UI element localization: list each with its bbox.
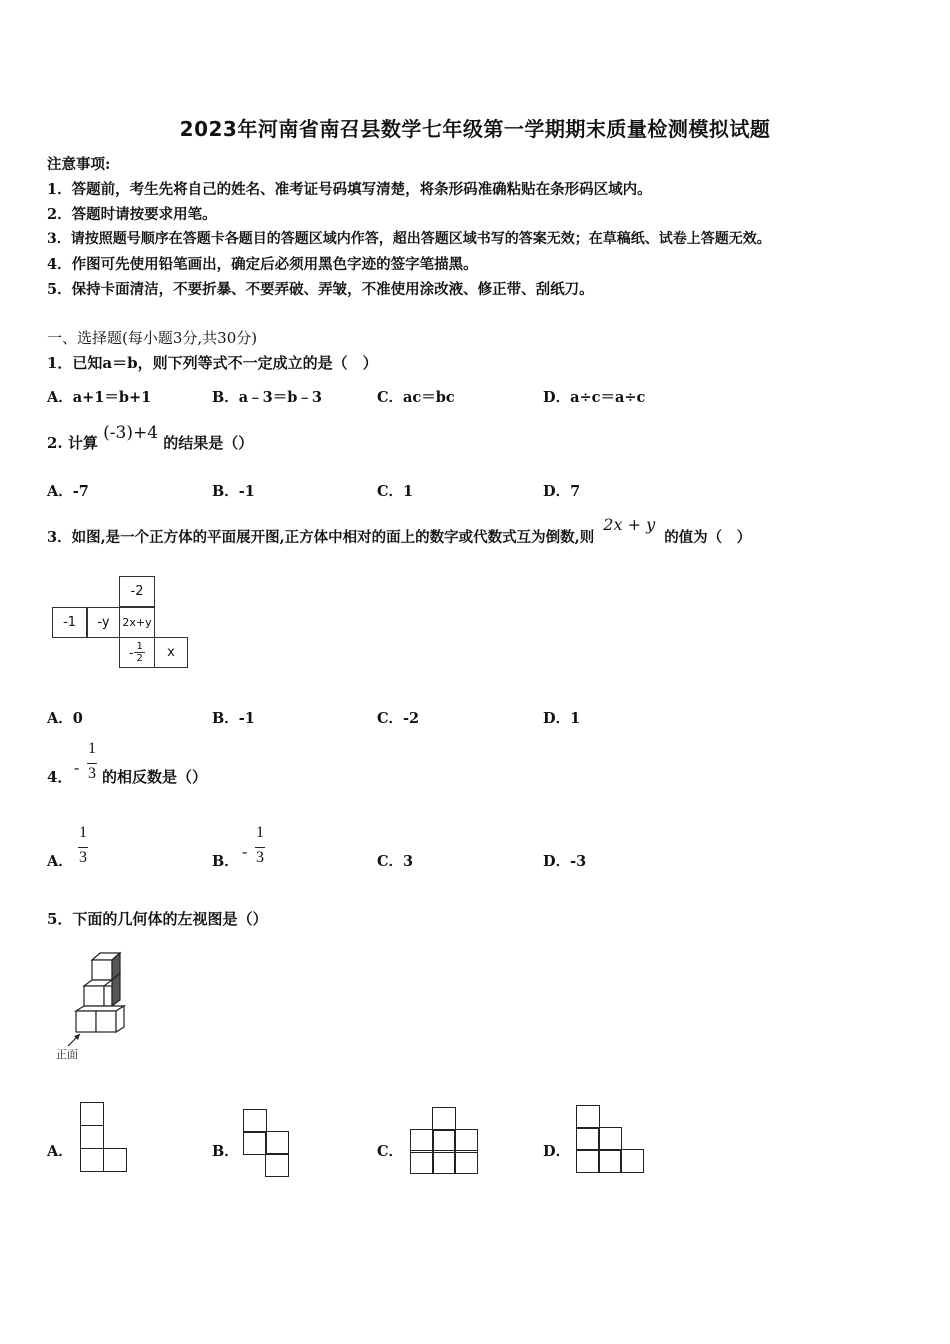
net-cell-top: -2 xyxy=(119,576,155,607)
q2-option-b: B．-1 xyxy=(212,483,255,500)
q1-option-b: B．a﹣3＝b﹣3 xyxy=(212,389,322,406)
front-label: 正面 xyxy=(56,1048,78,1061)
question-2 xyxy=(47,423,254,453)
q1-option-a: A．a+1＝b+1 xyxy=(47,389,152,406)
grid-cell xyxy=(265,1131,289,1155)
q3-option-a: A．0 xyxy=(47,710,83,727)
net-half-sign: - xyxy=(129,645,134,660)
q4-option-b-bar xyxy=(255,847,265,848)
grid-cell xyxy=(410,1150,434,1174)
net-cell-left: -1 xyxy=(52,607,87,638)
q2-prefix: 2. 计算 xyxy=(47,434,98,452)
q4-option-a-num: 1 xyxy=(79,824,87,841)
q1-option-c: C．ac＝bc xyxy=(377,389,455,406)
net-half-den: 2 xyxy=(136,653,143,664)
q2-expression: (-3)+4 xyxy=(103,423,159,443)
grid-cell xyxy=(576,1105,600,1129)
question-1: 1．已知a＝b，则下列等式不一定成立的是（ ） xyxy=(47,354,378,372)
q4-option-a-bar xyxy=(78,847,88,848)
note-item-2: 2．答题时请按要求用笔。 xyxy=(47,206,217,223)
q2-suffix: 的结果是（） xyxy=(163,434,254,452)
net-cell-right: x xyxy=(154,637,188,668)
question-3 xyxy=(47,515,752,547)
q5-option-a-label: A． xyxy=(47,1143,73,1160)
q3-expression: 2x + y xyxy=(603,515,656,534)
grid-cell xyxy=(80,1102,104,1126)
net-cell-bottom xyxy=(119,637,155,668)
net-half-fraction xyxy=(134,641,144,664)
q3-option-d: D．1 xyxy=(543,710,581,727)
q2-option-d: D．7 xyxy=(543,483,581,500)
q4-frac-bar xyxy=(87,763,97,764)
q3-option-b: B．-1 xyxy=(212,710,255,727)
net-cell-center: 2x+y xyxy=(119,607,155,638)
q1-option-d: D．a÷c＝a÷c xyxy=(543,389,646,406)
grid-cell xyxy=(103,1148,127,1172)
grid-cell xyxy=(576,1149,600,1173)
grid-cell xyxy=(265,1153,289,1177)
q2-option-a: A．-7 xyxy=(47,483,89,500)
grid-cell xyxy=(620,1149,644,1173)
q4-frac-num: 1 xyxy=(88,740,96,757)
q4-option-a-den: 3 xyxy=(79,849,87,866)
q4-option-b-den: 3 xyxy=(256,849,264,866)
q4-option-b-sign: - xyxy=(242,842,248,861)
page-title: 2023年河南省南召县数学七年级第一学期期末质量检测模拟试题 xyxy=(179,117,771,141)
q5-option-c-label: C． xyxy=(377,1143,404,1160)
grid-cell xyxy=(576,1127,600,1151)
q4-sign: - xyxy=(74,758,80,777)
net-half-num: 1 xyxy=(136,641,143,652)
q4-option-d: D．-3 xyxy=(543,853,587,870)
note-item-1: 1．答题前，考生先将自己的姓名、准考证号码填写清楚，将条形码准确粘贴在条形码区域内。 xyxy=(47,181,652,198)
grid-cell xyxy=(598,1127,622,1151)
q4-suffix: 的相反数是（） xyxy=(102,768,208,786)
q4-option-b-label: B． xyxy=(212,853,239,870)
grid-cell xyxy=(80,1125,104,1149)
q3-option-c: C．-2 xyxy=(377,710,420,727)
q2-option-c: C．1 xyxy=(377,483,414,500)
note-item-4: 4．作图可先使用铅笔画出，确定后必须用黑色字迹的签字笔描黑。 xyxy=(47,256,478,273)
notes-heading: 注意事项: xyxy=(47,156,111,173)
q4-option-a-label: A． xyxy=(47,853,73,870)
net-cell-mid: -y xyxy=(87,607,120,638)
grid-cell xyxy=(432,1107,456,1131)
note-item-5: 5．保持卡面清洁，不要折暴、不要弄破、弄皱，不准使用涂改液、修正带、刮纸刀。 xyxy=(47,281,594,298)
geometry-solid-figure xyxy=(50,948,140,1068)
grid-cell xyxy=(432,1150,456,1174)
grid-cell xyxy=(598,1149,622,1173)
q4-frac-den: 3 xyxy=(88,765,96,782)
q4-option-c: C．3 xyxy=(377,853,414,870)
note-item-3: 3．请按照题号顺序在答题卡各题目的答题区域内作答，超出答题区域书写的答案无效；在草稿纸、试卷上答题无效。 xyxy=(47,231,771,247)
section-heading: 一、选择题(每小题3分,共30分) xyxy=(47,329,258,347)
q3-suffix: 的值为（ ） xyxy=(664,529,752,546)
question-5: 5．下面的几何体的左视图是（） xyxy=(47,910,268,928)
grid-cell xyxy=(243,1131,267,1155)
q4-option-b-num: 1 xyxy=(256,824,264,841)
q5-option-b-label: B． xyxy=(212,1143,239,1160)
grid-cell xyxy=(454,1150,478,1174)
q3-text: 3．如图,是一个正方体的平面展开图,正方体中相对的面上的数字或代数式互为倒数,则 xyxy=(47,529,595,546)
q5-option-d-label: D． xyxy=(543,1143,571,1160)
grid-cell xyxy=(80,1148,104,1172)
grid-cell xyxy=(243,1109,267,1133)
q4-number: 4． xyxy=(47,768,73,786)
